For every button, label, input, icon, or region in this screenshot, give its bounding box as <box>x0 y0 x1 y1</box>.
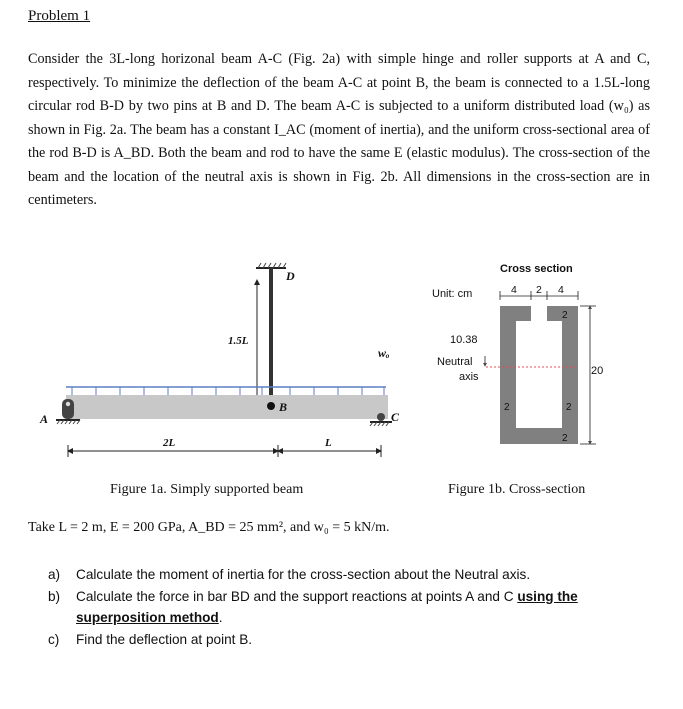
dim-top-gap: 2 <box>536 284 542 296</box>
beam-figure <box>39 263 400 457</box>
neutral-axis-label-line1: Neutral <box>437 356 473 368</box>
label-b: B <box>279 400 288 414</box>
dim-top-right: 4 <box>558 284 564 296</box>
task-item <box>48 564 648 586</box>
span-dimensions <box>68 445 381 457</box>
ceiling-support <box>256 263 286 268</box>
label-c: C <box>391 410 400 424</box>
task-label: c) <box>48 631 60 647</box>
label-wo: wₒ <box>378 346 390 360</box>
task-text: Calculate the moment of inertia for the cross-section about the Neutral axis. <box>76 567 531 582</box>
dim-right-web: 2 <box>566 402 572 413</box>
problem-title: Problem 1 <box>28 8 91 24</box>
task-label: b) <box>48 588 61 604</box>
dim-top-flange: 2 <box>562 310 568 321</box>
figure-1b-caption: Figure 1b. Cross-section <box>448 482 586 497</box>
task-list <box>48 564 648 650</box>
dim-2l: 2L <box>163 437 176 449</box>
cross-section-figure <box>432 263 603 444</box>
neutral-axis-label-line2: axis <box>459 371 479 383</box>
label-a: A <box>40 412 49 426</box>
dim-l: L <box>325 437 332 449</box>
task-label: a) <box>48 567 61 582</box>
channel-section-shape <box>500 306 578 444</box>
dim-height: 20 <box>591 365 604 377</box>
problem-statement: Consider the 3L-long horizonal beam A-C (Fig. 2a) with simple hinge and roller supports at A and C, respectively. To minimize the deflection of the beam A-C at point B, the beam is connected to a 1.5L-long circular rod B-D by two pins at B and D. The beam A-C is subjected to a uniform distributed load (w₀) as shown in Fig. 2a. The beam has a constant I_AC (moment of inertia), and the uniform cross-sectional area of the rod B-D is A_BD. Both the beam and rod to have the same E (elastic modulus). The cross-section of the beam and the location of the neutral axis is shown in Fig. 2b. All dimensions in the cross-section are in centimeters. <box>28 51 650 208</box>
cross-section-title: Cross section <box>500 263 573 275</box>
task-item <box>48 629 648 651</box>
na-distance: 10.38 <box>450 334 478 346</box>
task-text: Calculate the force in bar BD and the support reactions at points A and C <box>76 588 518 604</box>
dim-top-left: 4 <box>511 284 517 296</box>
beam-ac <box>66 395 388 419</box>
task-emphasis: using the superposition method <box>76 588 578 625</box>
dim-left-web: 2 <box>504 402 510 413</box>
rod-bd <box>269 268 273 406</box>
label-d: D <box>286 269 295 283</box>
pin-b <box>267 402 275 410</box>
task-item <box>48 586 648 629</box>
given-values: Take L = 2 m, E = 200 GPa, A_BD = 25 mm², and w₀ = 5 kN/m. <box>28 520 390 535</box>
dim-bottom-flange: 2 <box>562 433 568 444</box>
figure-1a-caption: Figure 1a. Simply supported beam <box>110 482 304 497</box>
unit-label: Unit: cm <box>432 288 473 300</box>
figures <box>0 245 683 515</box>
task-text: Find the deflection at point B. <box>76 631 253 647</box>
label-rod-length: 1.5L <box>228 335 249 347</box>
task-text-end: . <box>218 610 223 625</box>
